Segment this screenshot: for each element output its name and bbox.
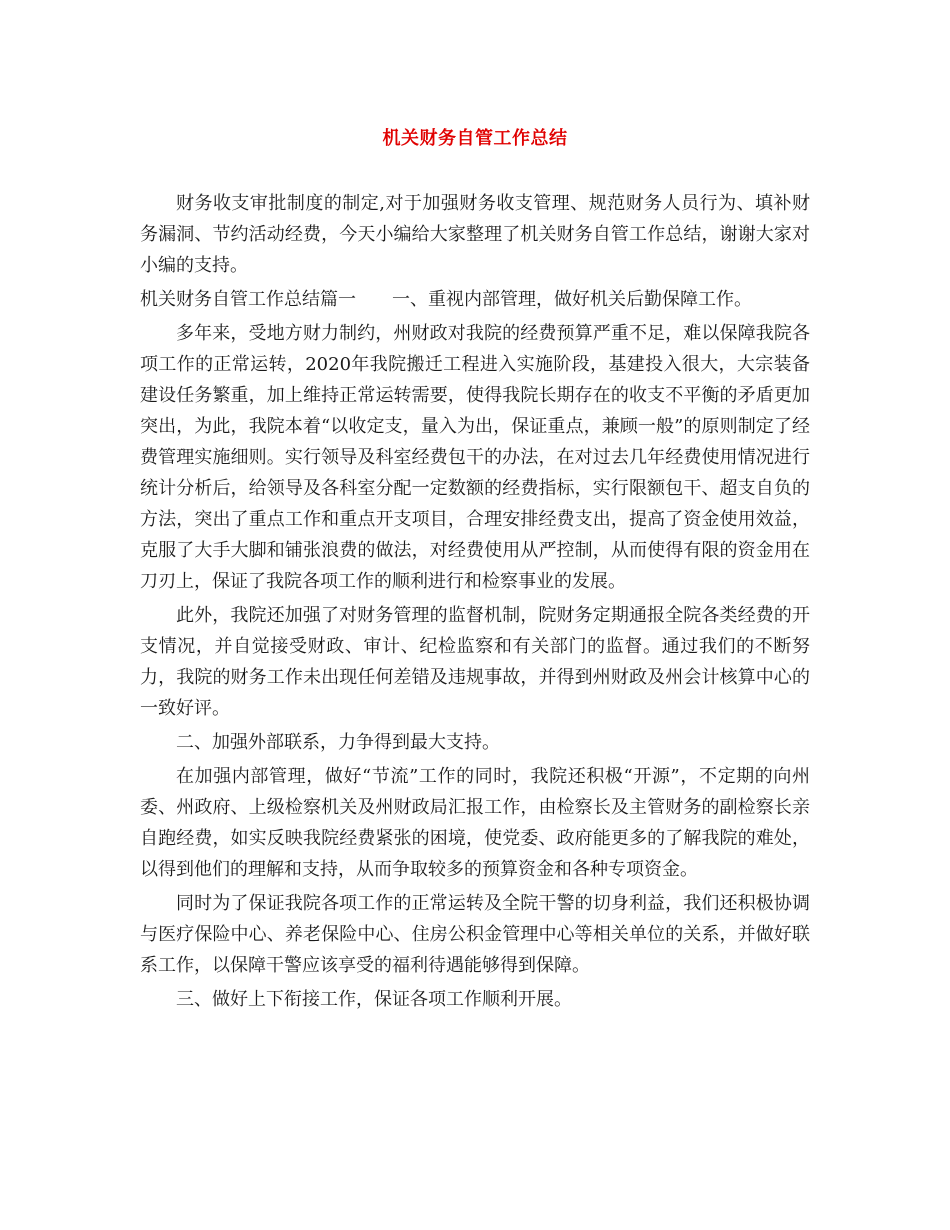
paragraph-3: 在加强内部管理，做好“节流”工作的同时，我院还积极“开源”，不定期的向州委、州政府、上级检察机关及州财政局汇报工作，由检察长及主管财务的副检察长亲自跑经费，如实反映我院经费紧张的困境，使党委、政府能更多的了解我院的难处，以得到他们的理解和支持，从而争取较多的预算资金和各种专项资金。: [140, 766, 810, 880]
heading-1: 一、重视内部管理，做好机关后勤保障工作。: [392, 289, 752, 310]
intro-paragraph: 财务收支审批制度的制定,对于加强财务收支管理、规范财务人员行为、填补财务漏洞、节约活动经费，今天小编给大家整理了机关财务自管工作总结，谢谢大家对小编的支持。: [140, 193, 810, 276]
document-body: [140, 188, 810, 1018]
heading-3: 三、做好上下衔接工作，保证各项工作顺利开展。: [176, 989, 572, 1010]
section-line: [140, 284, 810, 315]
paragraph-1: 多年来，受地方财力制约，州财政对我院的经费预算严重不足，难以保障我院各项工作的正常运转，2020年我院搬迁工程进入实施阶段，基建投入很大，大宗装备建设任务繁重，加上维持正常运转需要，使得我院长期存在的收支不平衡的矛盾更加突出，为此，我院本着“以收定支，量入为出，保证重点，兼顾一般”的原则制定了经费管理实施细则。实行领导及科室经费包干的办法，在对过去几年经费使用情况进行统计分析后，给领导及各科室分配一定数额的经费指标，实行限额包干、超支自负的方法，突出了重点工作和重点开支项目，合理安排经费支出，提高了资金使用效益，克服了大手大脚和铺张浪费的做法，对经费使用从严控制，从而使得有限的资金用在刀刃上，保证了我院各项工作的顺利进行和检察事业的发展。: [140, 323, 810, 592]
paragraph-4: 同时为了保证我院各项工作的正常运转及全院干警的切身利益，我们还积极协调与医疗保险中心、养老保险中心、住房公积金管理中心等相关单位的关系，并做好联系工作，以保障干警应该享受的福利待遇能够得到保障。: [140, 893, 810, 976]
paragraph-2: 此外，我院还加强了对财务管理的监督机制，院财务定期通报全院各类经费的开支情况，并自觉接受财政、审计、纪检监察和有关部门的监督。通过我们的不断努力，我院的财务工作未出现任何差错及违规事故，并得到州财政及州会计核算中心的一致好评。: [140, 605, 810, 719]
heading-2: 二、加强外部联系，力争得到最大支持。: [176, 732, 500, 753]
document-title: 机关财务自管工作总结: [382, 128, 568, 149]
section-label: 机关财务自管工作总结篇一: [140, 289, 356, 310]
